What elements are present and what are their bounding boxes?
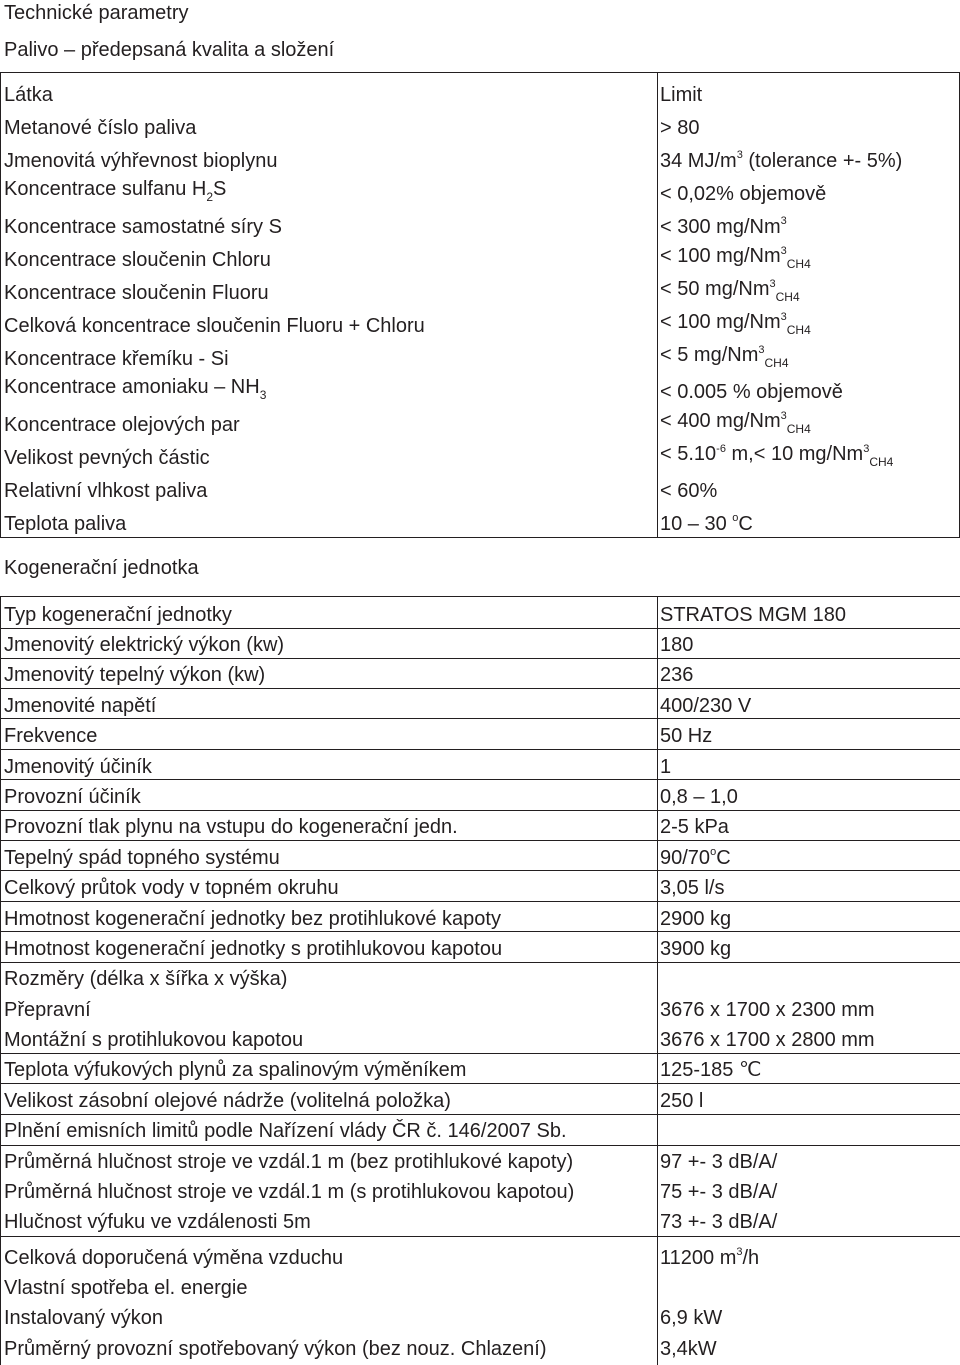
cogen-row-label: Jmenovitý tepelný výkon (kw) <box>4 664 266 686</box>
cogen-row-label: Hlučnost výfuku ve vzdálenosti 5m <box>4 1211 311 1233</box>
cogen-row-value: 125-185 ℃ <box>660 1059 762 1081</box>
cogen-row-divider <box>0 1145 960 1146</box>
cogen-row-value: 6,9 kW <box>660 1307 723 1329</box>
fuel-row-label: Koncentrace sloučenin Fluoru <box>4 282 269 304</box>
fuel-table-bottom-border <box>0 537 960 538</box>
cogen-row-value: 90/70$^o$C <box>660 846 731 869</box>
cogen-row-value: 2-5 kPa <box>660 816 729 838</box>
fuel-row-value: < 5 $mg/Nm^3_{CH4}$ <box>660 344 789 370</box>
cogen-row-value: 400/230 V <box>660 695 752 717</box>
cogen-table-header-divider <box>0 628 960 629</box>
fuel-col-substance: Látka <box>4 84 53 106</box>
page-heading: Technické parametry <box>4 2 189 24</box>
fuel-row-label: Metanové číslo paliva <box>4 117 197 139</box>
cogen-row-label: Tepelný spád topného systému <box>4 847 280 869</box>
fuel-table-left-border <box>0 72 1 538</box>
fuel-row-label: Teplota paliva <box>4 513 127 535</box>
cogen-row-divider <box>0 1114 960 1115</box>
fuel-row-label: Koncentrace olejových par <box>4 414 240 436</box>
fuel-row-value: < 400 $mg/Nm^3_{CH4}$ <box>660 410 811 436</box>
fuel-row-label: Koncentrace sloučenin Chloru <box>4 249 271 271</box>
fuel-col-limit: Limit <box>660 84 703 106</box>
cogen-row-label: Instalovaný výkon <box>4 1307 163 1329</box>
cogen-row-value: 0,8 – 1,0 <box>660 786 738 808</box>
cogen-row-value: 3900 kg <box>660 938 732 960</box>
cogen-row-label: Frekvence <box>4 725 98 747</box>
cogen-row-label: Montážní s protihlukovou kapotou <box>4 1029 304 1051</box>
cogen-row-label: Průměrná hlučnost stroje ve vzdál.1 m (bez protihlukové kapoty) <box>4 1151 574 1173</box>
cogen-row-value: 3676 x 1700 x 2300 mm <box>660 999 875 1021</box>
cogen-row-value: 3,4kW <box>660 1338 717 1360</box>
fuel-table-top-border <box>0 72 960 73</box>
fuel-row-label: Koncentrace sulfanu $H_2S$ <box>4 178 227 204</box>
cogen-row-value: 236 <box>660 664 694 686</box>
fuel-row-label: Koncentrace amoniaku – $NH_3$ <box>4 376 267 402</box>
cogen-table-left-border <box>0 596 1 1365</box>
cogen-row-label: Jmenovité napětí <box>4 695 157 717</box>
fuel-row-value: < $5.10^{-6}$ m,< 10 $mg/Nm^3_{CH4}$ <box>660 443 894 469</box>
cogen-row-label: Průměrná hlučnost stroje ve vzdál.1 m (s protihlukovou kapotou) <box>4 1181 575 1203</box>
fuel-table-column-divider <box>657 72 658 538</box>
cogen-row-value: 3676 x 1700 x 2800 mm <box>660 1029 875 1051</box>
cogen-row-label: Jmenovitý elektrický výkon (kw) <box>4 634 285 656</box>
cogen-row-label: Provozní účiník <box>4 786 141 808</box>
fuel-row-value: < 0,02% objemově <box>660 183 827 205</box>
cogen-row-label: Hmotnost kogenerační jednotky bez protihlukové kapoty <box>4 908 501 930</box>
cogen-row-label: Teplota výfukových plynů za spalinovým výměníkem <box>4 1059 467 1081</box>
fuel-row-label: Koncentrace samostatné síry S <box>4 216 282 238</box>
cogen-row-divider <box>0 779 960 780</box>
fuel-section-title: Palivo – předepsaná kvalita a složení <box>4 39 335 61</box>
fuel-row-value: < 60% <box>660 480 718 502</box>
fuel-row-label: Velikost pevných částic <box>4 447 210 469</box>
fuel-row-value: < 100 $mg/Nm^3_{CH4}$ <box>660 245 811 271</box>
cogen-row-label: Plnění emisních limitů podle Nařízení vlády ČR č. 146/2007 Sb. <box>4 1120 567 1142</box>
cogen-row-value: 73 +- 3 dB/A/ <box>660 1211 778 1233</box>
cogen-row-label: Typ kogenerační jednotky <box>4 604 232 626</box>
cogen-row-divider <box>0 962 960 963</box>
fuel-row-value: 34 $MJ/m^3$ (tolerance +- 5%) <box>660 149 903 172</box>
cogen-row-label: Celkový průtok vody v topném okruhu <box>4 877 339 899</box>
fuel-row-label: Relativní vlhkost paliva <box>4 480 208 502</box>
fuel-row-value: > 80 <box>660 117 700 139</box>
cogen-table-column-divider <box>657 596 658 1365</box>
cogen-row-label: Hmotnost kogenerační jednotky s protihlukovou kapotou <box>4 938 503 960</box>
cogen-row-value: 11200 $m^3/h$ <box>660 1246 760 1269</box>
cogen-row-divider <box>0 718 960 719</box>
cogen-row-divider <box>0 749 960 750</box>
cogen-row-divider <box>0 1053 960 1054</box>
cogen-row-label: Velikost zásobní olejové nádrže (volitelná položka) <box>4 1090 451 1112</box>
cogen-row-divider <box>0 931 960 932</box>
fuel-row-value: < 100 $mg/Nm^3_{CH4}$ <box>660 311 811 337</box>
cogen-row-divider <box>0 1236 960 1237</box>
cogen-row-divider <box>0 1083 960 1084</box>
cogen-row-value: 1 <box>660 756 672 778</box>
cogen-row-label: Průměrný provozní spotřebovaný výkon (bez nouz. Chlazení) <box>4 1338 547 1360</box>
fuel-row-label: Koncentrace křemíku - Si <box>4 348 229 370</box>
cogen-row-value: 3,05 l/s <box>660 877 725 899</box>
fuel-row-value: < 0.005 % objemově <box>660 381 843 403</box>
fuel-row-value: < 300 mg/Nm$^3$ <box>660 215 787 238</box>
fuel-row-value: 10 – 30 $^o$C <box>660 512 753 535</box>
cogen-row-value: 180 <box>660 634 694 656</box>
cogen-row-divider <box>0 810 960 811</box>
fuel-row-value: < 50 $mg/Nm^3_{CH4}$ <box>660 278 800 304</box>
cogen-row-divider <box>0 901 960 902</box>
cogen-row-value: 97 +- 3 dB/A/ <box>660 1151 778 1173</box>
cogen-row-divider <box>0 688 960 689</box>
cogen-row-value: 250 l <box>660 1090 704 1112</box>
cogen-row-value: 50 Hz <box>660 725 713 747</box>
cogen-row-divider <box>0 658 960 659</box>
cogen-row-divider <box>0 870 960 871</box>
cogen-row-label: Přepravní <box>4 999 91 1021</box>
cogen-row-label: Celková doporučená výměna vzduchu <box>4 1247 344 1269</box>
cogen-row-label: Jmenovitý účiník <box>4 756 152 778</box>
cogen-table-top-border <box>0 596 960 597</box>
cogen-row-label: Vlastní spotřeba el. energie <box>4 1277 248 1299</box>
fuel-row-label: Jmenovitá výhřevnost bioplynu <box>4 150 278 172</box>
cogen-row-value: STRATOS MGM 180 <box>660 604 846 626</box>
cogen-row-label: Rozměry (délka x šířka x výška) <box>4 968 288 990</box>
cogen-section-title: Kogenerační jednotka <box>4 557 199 579</box>
fuel-row-label: Celková koncentrace sloučenin Fluoru + Chloru <box>4 315 425 337</box>
cogen-row-label: Provozní tlak plynu na vstupu do kogenerační jedn. <box>4 816 458 838</box>
cogen-row-value: 75 +- 3 dB/A/ <box>660 1181 778 1203</box>
cogen-row-value: 2900 kg <box>660 908 732 930</box>
cogen-row-divider <box>0 840 960 841</box>
